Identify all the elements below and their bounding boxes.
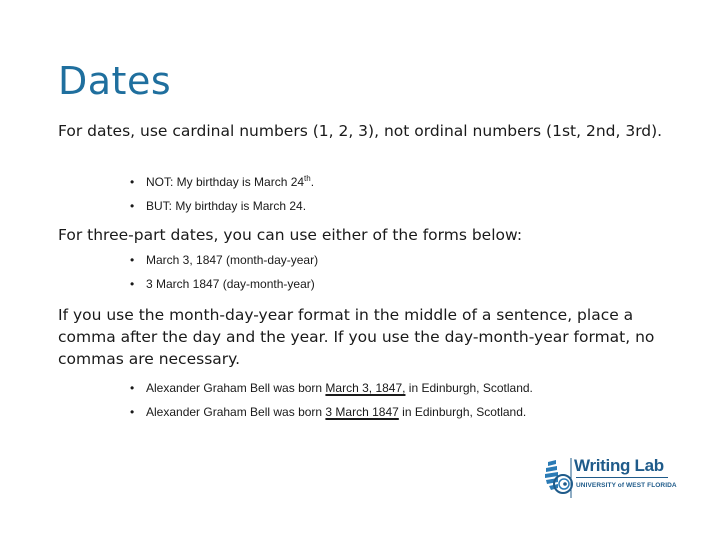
bullet-text-start: Alexander Graham Bell was born (146, 405, 326, 419)
slide-title: Dates (58, 59, 172, 103)
bullet-text: BUT: My birthday is March 24. (146, 199, 307, 213)
bullet-text: NOT: My birthday is March 24 (146, 175, 305, 189)
bullet-list-examples-3 (130, 376, 533, 424)
spiral-shell-icon (544, 454, 574, 502)
writing-lab-logo (544, 452, 677, 502)
bullet-text-end: in Edinburgh, Scotland. (405, 381, 533, 395)
ordinal-superscript: th (304, 174, 311, 183)
bullet-day-month-year (130, 272, 318, 296)
bullet-text: March 3, 1847 (month-day-year) (146, 253, 319, 267)
paragraph-three-part-dates: For three-part dates, you can use either of the forms below: (58, 226, 523, 244)
bullet-not-example (130, 170, 314, 194)
bullet-text: 3 March 1847 (day-month-year) (146, 277, 315, 291)
bullet-month-day-year (130, 248, 318, 272)
bullet-list-date-forms (130, 248, 318, 296)
bullet-list-examples-1 (130, 170, 314, 218)
paragraph-comma-usage: If you use the month-day-year format in the middle of a sentence, place a comma after the day and the year. If you use the day-month-year format, no commas are necessary. (58, 306, 655, 368)
underlined-date: March 3, 1847, (325, 381, 406, 395)
bullet-dot: • (130, 253, 135, 267)
paragraph-cardinal-numbers: For dates, use cardinal numbers (1, 2, 3), not ordinal numbers (1st, 2nd, 3rd). (58, 122, 663, 140)
logo-subtitle: UNIVERSITY of WEST FLORIDA (576, 482, 677, 489)
bullet-dot: • (130, 381, 135, 395)
logo-divider (576, 477, 668, 478)
bullet-dot: • (130, 199, 135, 213)
bullet-bell-dmy (130, 400, 533, 424)
bullet-but-example (130, 194, 314, 218)
logo-name: Writing Lab (574, 456, 664, 475)
bullet-text-end: . (310, 175, 315, 189)
bullet-bell-mdy (130, 376, 533, 400)
bullet-text-start: Alexander Graham Bell was born (146, 381, 326, 395)
bullet-dot: • (130, 405, 135, 419)
bullet-text-end: in Edinburgh, Scotland. (398, 405, 527, 419)
bullet-dot: • (130, 175, 135, 189)
underlined-date: 3 March 1847 (325, 405, 399, 419)
bullet-dot: • (130, 277, 135, 291)
